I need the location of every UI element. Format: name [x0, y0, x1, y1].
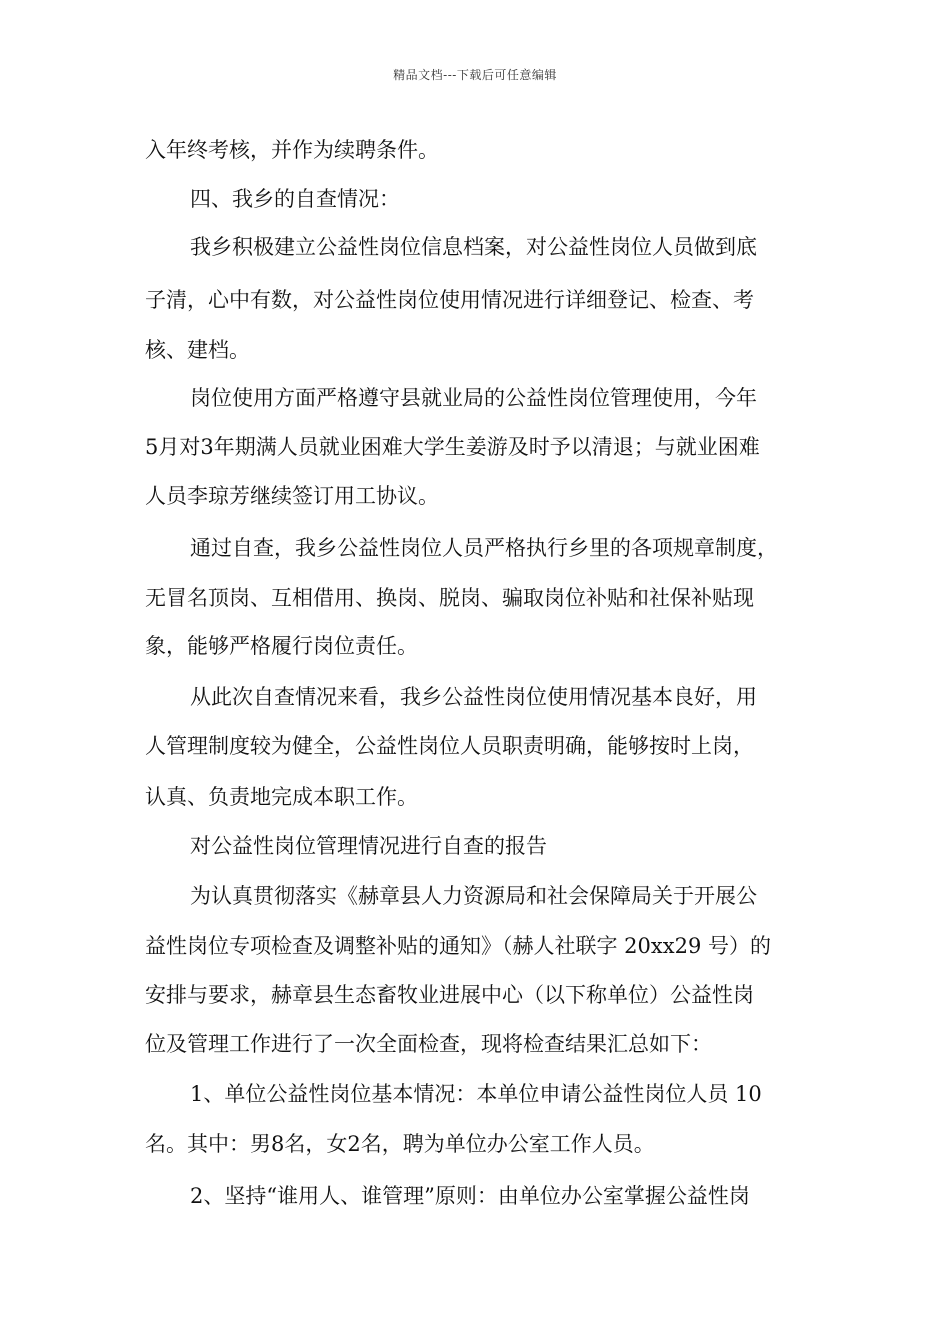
paragraph-line: 从此次自查情况来看，我乡公益性岗位使用情况基本良好，用: [190, 685, 757, 709]
paragraph-line: 岗位使用方面严格遵守县就业局的公益性岗位管理使用，今年: [190, 386, 757, 410]
paragraph-line: 人管理制度较为健全，公益性岗位人员职责明确，能够按时上岗，: [145, 734, 754, 758]
paragraph-line: 人员李琼芳继续签订用工协议。: [145, 484, 439, 508]
paragraph-line: 为认真贯彻落实《赫章县人力资源局和社会保障局关于开展公: [190, 884, 757, 908]
paragraph-line: 2、坚持“谁用人、谁管理”原则：由单位办公室掌握公益性岗: [190, 1184, 750, 1208]
paragraph-line: 无冒名顶岗、互相借用、换岗、脱岗、骗取岗位补贴和社保补贴现: [145, 586, 754, 610]
paragraph-line: 入年终考核，并作为续聘条件。: [145, 138, 439, 162]
paragraph-line: 5月对3年期满人员就业困难大学生姜游及时予以清退；与就业困难: [145, 435, 760, 459]
paragraph-line: 名。其中：男8名，女2名，聘为单位办公室工作人员。: [145, 1132, 655, 1156]
paragraph-line: 认真、负责地完成本职工作。: [145, 785, 418, 809]
page-header: 精品文档---下载后可任意编辑: [393, 68, 557, 82]
section-heading: 四、我乡的自查情况：: [190, 187, 400, 211]
paragraph-line: 1、单位公益性岗位基本情况：本单位申请公益性岗位人员 10: [190, 1082, 762, 1106]
paragraph-line: 我乡积极建立公益性岗位信息档案，对公益性岗位人员做到底: [190, 235, 757, 259]
paragraph-line: 通过自查，我乡公益性岗位人员严格执行乡里的各项规章制度，: [190, 536, 778, 560]
paragraph-line: 益性岗位专项检查及调整补贴的通知》（赫人社联字 20xx29 号）的: [145, 934, 771, 958]
paragraph-line: 子清，心中有数，对公益性岗位使用情况进行详细登记、检查、考: [145, 288, 754, 312]
paragraph-line: 位及管理工作进行了一次全面检查，现将检查结果汇总如下：: [145, 1032, 712, 1056]
paragraph-line: 核、建档。: [145, 338, 250, 362]
paragraph-line: 象，能够严格履行岗位责任。: [145, 634, 418, 658]
paragraph-line: 安排与要求，赫章县生态畜牧业进展中心（以下称单位）公益性岗: [145, 983, 754, 1007]
report-title: 对公益性岗位管理情况进行自查的报告: [190, 834, 547, 858]
